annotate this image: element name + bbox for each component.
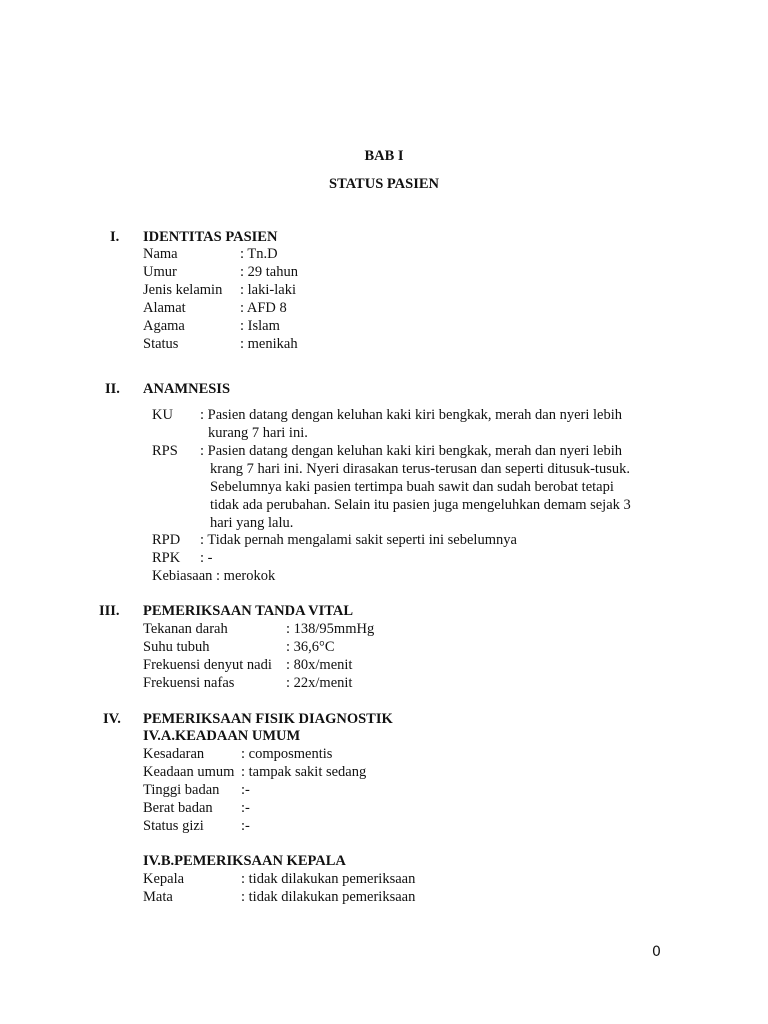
identity-row xyxy=(143,281,443,299)
field-value: : Islam xyxy=(240,318,280,334)
field-value: : 22x/menit xyxy=(286,675,353,691)
keadaan-row xyxy=(143,763,443,781)
section-i-numeral: I. xyxy=(110,229,120,245)
field-value: : laki-laki xyxy=(240,282,296,298)
field-value: :- xyxy=(241,782,250,798)
field-value: : tidak dilakukan pemeriksaan xyxy=(241,871,416,887)
field-label: Tinggi badan xyxy=(143,782,220,798)
field-value: : Tn.D xyxy=(240,246,278,262)
identity-row xyxy=(143,335,443,353)
rps-text-line: hari yang lalu. xyxy=(210,515,294,531)
keadaan-row xyxy=(143,781,443,799)
section-iii-heading: PEMERIKSAAN TANDA VITAL xyxy=(143,603,354,619)
field-value: : AFD 8 xyxy=(240,300,287,316)
rps-text-line: krang 7 hari ini. Nyeri dirasakan terus-terusan dan seperti ditusuk-tusuk. xyxy=(210,461,630,477)
keadaan-row xyxy=(143,817,443,835)
field-label: Keadaan umum xyxy=(143,764,235,780)
field-label: Frekuensi denyut nadi xyxy=(143,657,272,673)
field-value: :- xyxy=(241,800,250,816)
section-i-heading: IDENTITAS PASIEN xyxy=(143,229,278,245)
rps-text-line: Sebelumnya kaki pasien tertimpa buah sawit dan sudah berobat tetapi xyxy=(210,479,614,495)
subsection-iv-b-heading: IV.B.PEMERIKSAAN KEPALA xyxy=(143,853,346,869)
identity-row xyxy=(143,299,443,317)
field-label: Kesadaran xyxy=(143,746,205,762)
section-iv-heading: PEMERIKSAAN FISIK DIAGNOSTIK xyxy=(143,711,393,727)
vital-row xyxy=(143,674,443,692)
field-label: Alamat xyxy=(143,300,186,316)
identity-row xyxy=(143,245,443,263)
ku-text-line: kurang 7 hari ini. xyxy=(208,425,308,441)
vital-row xyxy=(143,638,443,656)
section-iv-numeral: IV. xyxy=(103,711,121,727)
rps-text-line: tidak ada perubahan. Selain itu pasien juga mengeluhkan demam sejak 3 xyxy=(210,497,631,513)
identity-row xyxy=(143,317,443,335)
field-label: Nama xyxy=(143,246,178,262)
field-label: Frekuensi nafas xyxy=(143,675,235,691)
section-ii-numeral: II. xyxy=(105,381,120,397)
rps-text-line: : Pasien datang dengan keluhan kaki kiri bengkak, merah dan nyeri lebih xyxy=(200,443,622,459)
keadaan-row xyxy=(143,799,443,817)
document-title: STATUS PASIEN xyxy=(329,176,439,192)
kepala-row xyxy=(143,870,463,888)
field-value: : tidak dilakukan pemeriksaan xyxy=(241,889,416,905)
field-label: Suhu tubuh xyxy=(143,639,210,655)
subsection-iv-a-heading: IV.A.KEADAAN UMUM xyxy=(143,728,301,744)
vital-row xyxy=(143,620,443,638)
kebiasaan-text: Kebiasaan : merokok xyxy=(152,568,276,584)
field-value: :- xyxy=(241,818,250,834)
field-value: : 138/95mmHg xyxy=(286,621,375,637)
field-value: : 29 tahun xyxy=(240,264,298,280)
field-label: Jenis kelamin xyxy=(143,282,223,298)
section-ii-heading: ANAMNESIS xyxy=(143,381,231,397)
field-label: Status gizi xyxy=(143,818,204,834)
chapter-title: BAB I xyxy=(364,148,404,164)
ku-text-line: : Pasien datang dengan keluhan kaki kiri bengkak, merah dan nyeri lebih xyxy=(200,407,622,423)
kepala-row xyxy=(143,888,463,906)
field-value: : tampak sakit sedang xyxy=(241,764,367,780)
field-label: Status xyxy=(143,336,179,352)
field-label: Mata xyxy=(143,889,173,905)
keadaan-row xyxy=(143,745,443,763)
vital-row xyxy=(143,656,443,674)
identity-row xyxy=(143,263,443,281)
field-value: : 36,6°C xyxy=(286,639,335,655)
field-label: Umur xyxy=(143,264,177,280)
field-value: : menikah xyxy=(240,336,298,352)
section-iii-numeral: III. xyxy=(99,603,120,619)
ku-label: KU xyxy=(152,407,173,423)
field-label: Kepala xyxy=(143,871,185,887)
field-value: : 80x/menit xyxy=(286,657,353,673)
rpk-text: : - xyxy=(200,550,213,566)
page-number: 0 xyxy=(652,944,661,960)
field-label: Tekanan darah xyxy=(143,621,228,637)
rps-label: RPS xyxy=(152,443,178,459)
field-value: : composmentis xyxy=(241,746,333,762)
field-label: Agama xyxy=(143,318,185,334)
rpk-label: RPK xyxy=(152,550,181,566)
rpd-label: RPD xyxy=(152,532,181,548)
rpd-text: : Tidak pernah mengalami sakit seperti ini sebelumnya xyxy=(200,532,517,548)
field-label: Berat badan xyxy=(143,800,213,816)
